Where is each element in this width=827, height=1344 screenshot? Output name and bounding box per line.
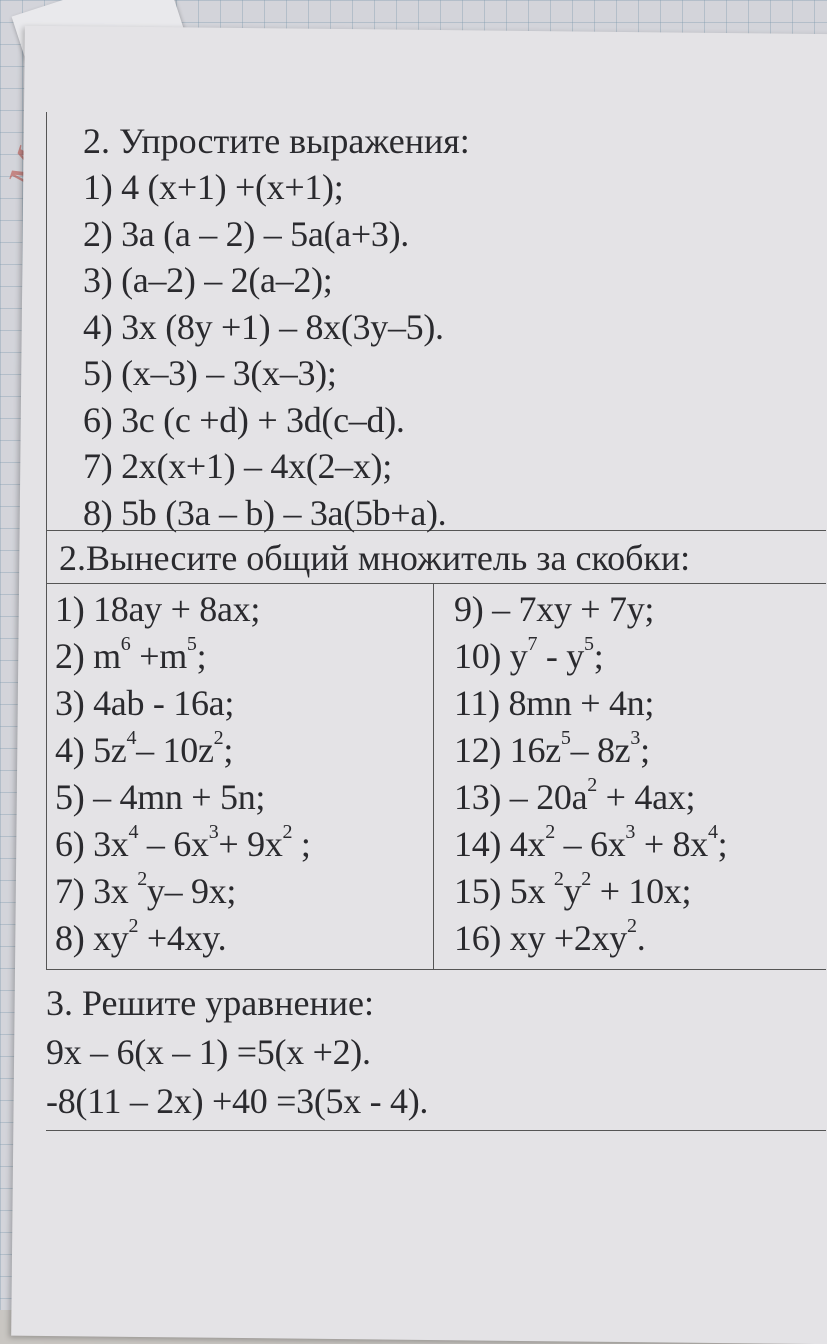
- equation-item: -8(11 – 2x) +40 =3(5x - 4).: [46, 1081, 429, 1121]
- exercise-item: 2) 3a (a – 2) – 5a(a+3).: [83, 213, 409, 254]
- exercise-item: 3) (a–2) – 2(a–2);: [83, 260, 333, 300]
- section-title: 3. Решите уравнение:: [46, 983, 374, 1023]
- exercise-item: 1) 18ay + 8ax;: [55, 589, 261, 629]
- exercise-item: 14) $4x^2 - 6x^3 + 8x^4$;: [454, 821, 728, 864]
- exercise-item: 2) $m^6 +m^5$;: [55, 633, 207, 676]
- exercise-item: 6) 3c (c +d) + 3d(c–d).: [83, 399, 405, 440]
- exercise-item: 8) $xy^2 +4xy$.: [55, 915, 227, 958]
- exercise-item: 9) – 7xy + 7y;: [454, 589, 655, 629]
- exercise-item: 4) 3x (8y +1) – 8x(3y–5).: [83, 306, 444, 347]
- exercise-item: $13) - 20a^2 + 4ax$;: [454, 774, 696, 817]
- column-left: [46, 584, 434, 969]
- exercise-item: 5) – 4mn + 5n;: [55, 777, 266, 817]
- exercise-item: 1) 4 (x+1) +(x+1);: [83, 167, 344, 207]
- exercise-item: 4) $5z^4-$ $10z^2$;: [55, 727, 234, 770]
- exercise-item: 15) 5x $^2y^2 + 10x$;: [454, 868, 692, 911]
- exercise-item: 16) xy $+2xy^2$.: [454, 915, 646, 958]
- section-title: 2. Упростите выражения:: [83, 121, 470, 161]
- section-title: 2.Вынесите общий множитель за скобки:: [46, 531, 826, 583]
- exercise-item: 7) 2x(x+1) – 4x(2–x);: [83, 446, 392, 486]
- exercise-item: 8) 5b (3a – b) – 3a(5b+a).: [83, 492, 447, 533]
- section-equations: [46, 969, 826, 1131]
- worksheet-content: [46, 112, 826, 1131]
- equation-item: 9x – 6(x – 1) =5(x +2).: [46, 1032, 371, 1072]
- exercise-item: 5) (x–3) – 3(x–3);: [83, 353, 337, 393]
- exercise-item: 10) $y^7 - y^5$;: [454, 633, 604, 676]
- column-right: [434, 584, 727, 969]
- exercise-item: 12) $16z^5-$ $8z^3$;: [454, 727, 650, 770]
- section-simplify: [46, 112, 826, 533]
- exercise-item: 3) 4ab - 16a;: [55, 683, 235, 723]
- exercise-item: 6) $3x^4 - 6x^3+ 9x^2$ ;: [55, 821, 311, 864]
- section-factor: [46, 583, 826, 969]
- exercise-item: 11) 8mn + 4n;: [454, 683, 655, 723]
- exercise-item: 7) 3x $^2$y– 9x;: [55, 868, 237, 911]
